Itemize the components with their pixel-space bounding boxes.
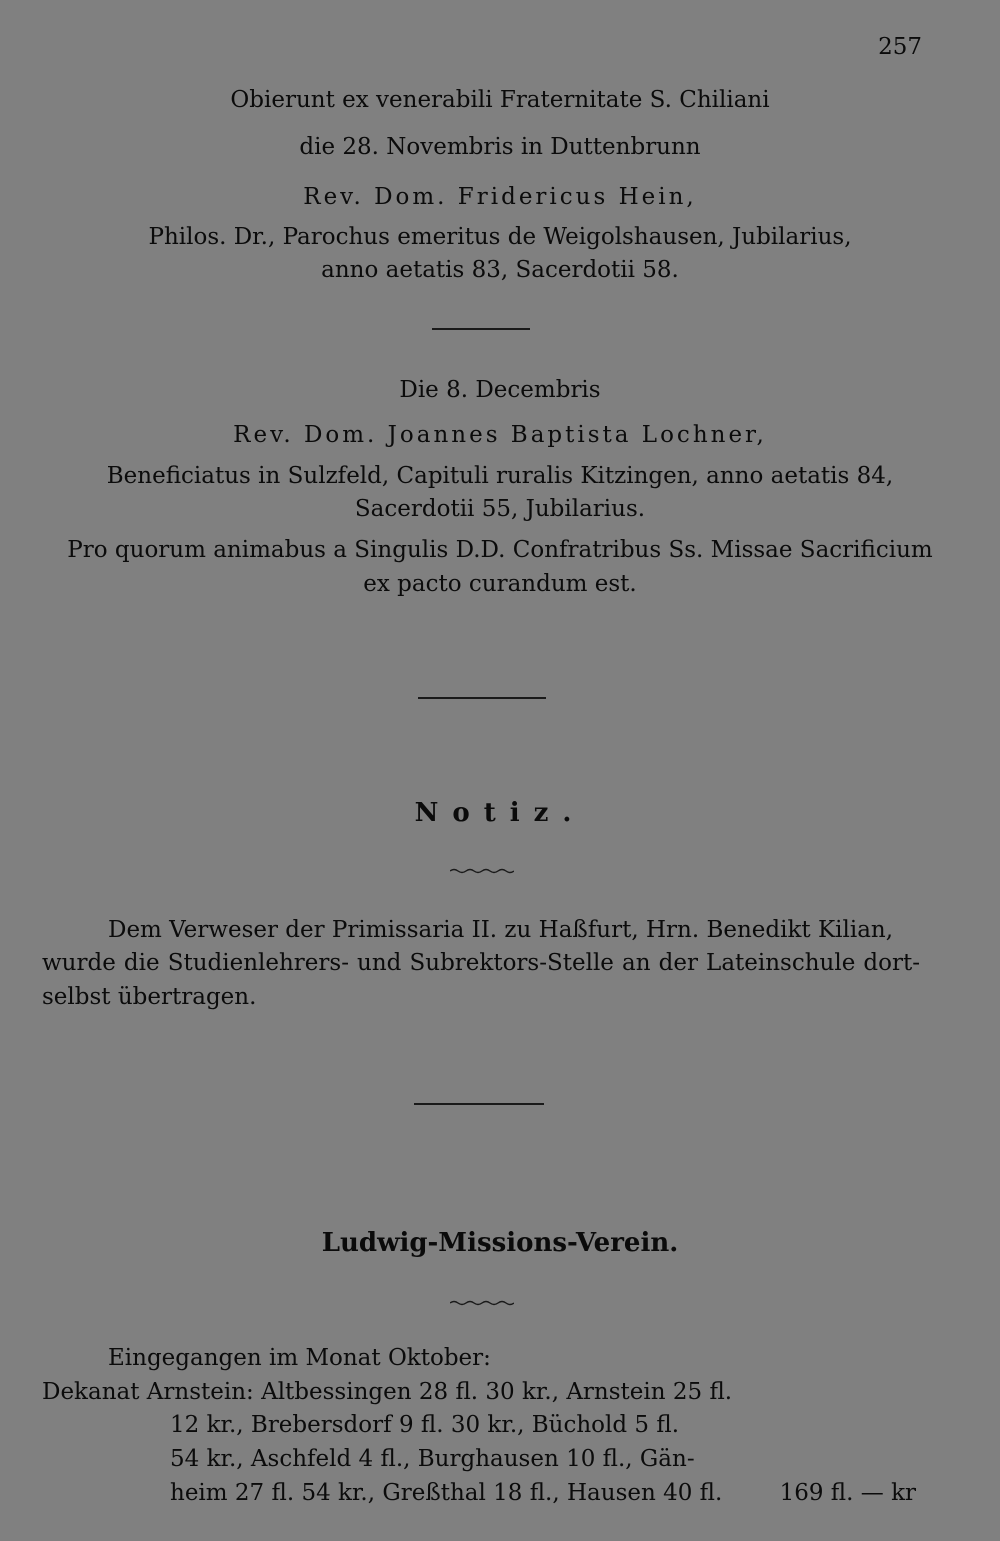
obituary-description-1a: Philos. Dr., Parochus emeritus de Weigolshausen, Jubilarius, — [148, 224, 852, 250]
obituary-date-place-1: die 28. Novembris in Duttenbrunn — [299, 134, 701, 160]
wavy-divider-2 — [450, 1300, 514, 1306]
verein-line-1: Dekanat Arnstein: Altbessingen 28 fl. 30 kr., Arnstein 25 fl. — [42, 1379, 733, 1405]
obituary-description-1b: anno aetatis 83, Sacerdotii 58. — [321, 257, 679, 283]
wavy-divider-1 — [450, 868, 514, 874]
verein-title: Ludwig-Missions-Verein. — [321, 1228, 679, 1258]
section-divider-2 — [418, 697, 546, 699]
obituary-closing-b: ex pacto curandum est. — [363, 571, 637, 597]
obituary-description-2b: Sacerdotii 55, Jubilarius. — [354, 496, 646, 522]
obituary-closing-a: Pro quorum animabus a Singulis D.D. Confratribus Ss. Missae Sacrificium — [67, 537, 933, 563]
obituary-description-2a: Beneficiatus in Sulzfeld, Capituli ruralis Kitzingen, anno aetatis 84, — [106, 463, 894, 489]
notiz-line-2: wurde die Studienlehrers- und Subrektors-Stelle an der Lateinschule dort- — [42, 950, 920, 976]
verein-line-3: 54 kr., Aschfeld 4 fl., Burghausen 10 fl., Gän- — [170, 1446, 695, 1472]
obituary-name-1: Rev. Dom. Fridericus Hein, — [303, 184, 697, 210]
obituary-date-2: Die 8. Decembris — [399, 377, 601, 403]
obituary-name-2: Rev. Dom. Joannes Baptista Lochner, — [233, 422, 767, 448]
notiz-line-1: Dem Verweser der Primissaria II. zu Haßfurt, Hrn. Benedikt Kilian, — [108, 917, 894, 943]
verein-line-2: 12 kr., Brebersdorf 9 fl. 30 kr., Büchold 5 fl. — [170, 1412, 680, 1438]
verein-intro: Eingegangen im Monat Oktober: — [108, 1345, 491, 1371]
section-divider-3 — [414, 1103, 544, 1105]
obituary-heading: Obierunt ex venerabili Fraternitate S. Chiliani — [230, 87, 770, 113]
notiz-title: Notiz. — [414, 798, 586, 828]
notiz-line-3: selbst übertragen. — [42, 984, 257, 1010]
verein-line-4: heim 27 fl. 54 kr., Greßthal 18 fl., Hausen 40 fl. — [170, 1480, 723, 1506]
verein-total: 169 fl. — kr — [779, 1480, 916, 1506]
section-divider-1 — [432, 328, 530, 330]
page-number: 257 — [878, 34, 922, 60]
